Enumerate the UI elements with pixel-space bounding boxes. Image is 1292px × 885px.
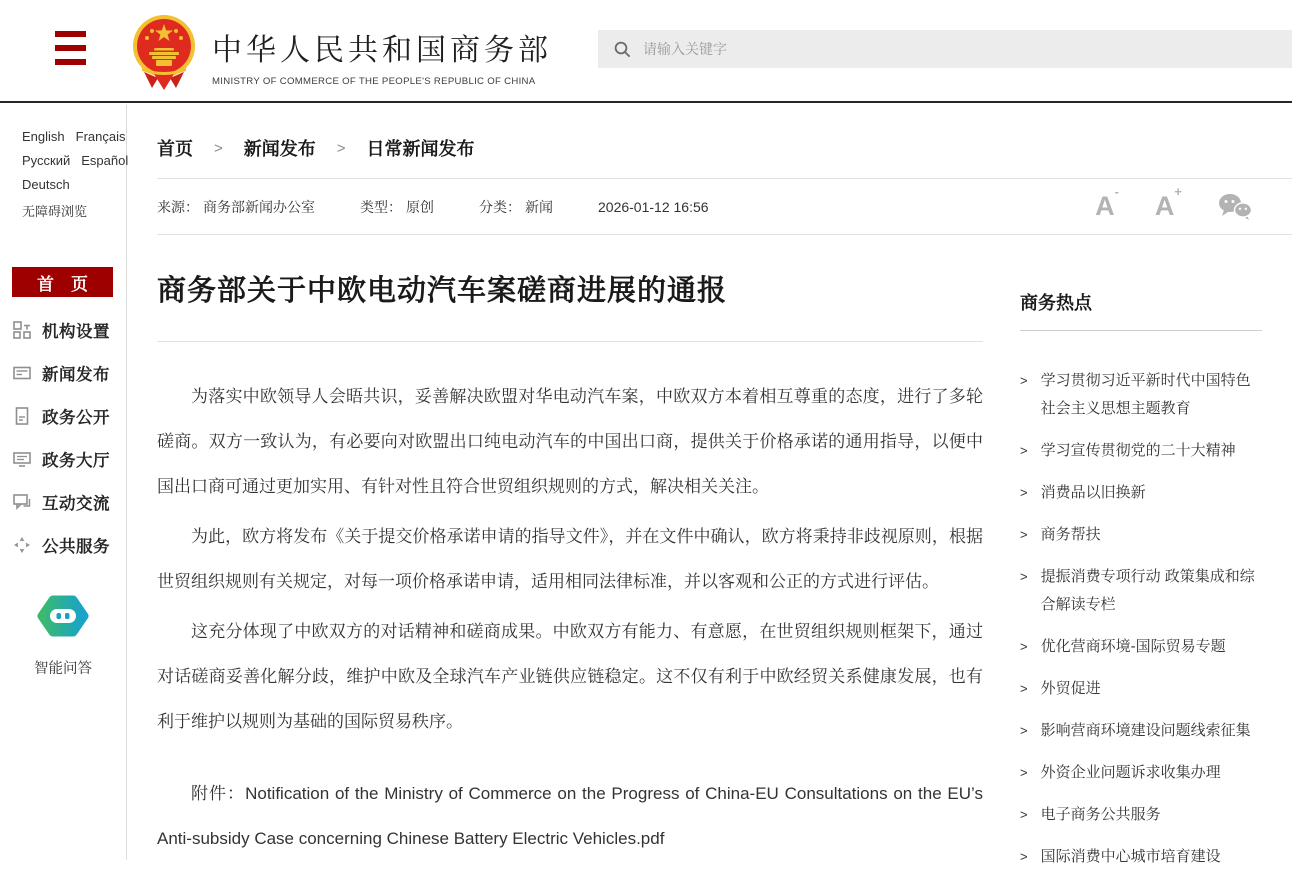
sidebar-nav (0, 308, 126, 566)
national-emblem-logo (132, 12, 196, 90)
chevron-right-icon: > (1020, 373, 1028, 388)
font-smaller-button[interactable]: A- (1095, 184, 1119, 221)
search-icon (614, 41, 631, 58)
chat-icon (13, 493, 31, 511)
article-paragraph: 为此，欧方将发布《关于提交价格承诺申请的指导文件》，并在文件中确认，欧方将秉持非歧视原则，根据世贸组织规则有关规定，对每一项价格承诺申请，适用相同法律标准，并以客观和公正的方式进行评估。 (157, 527, 983, 591)
newspaper-icon (13, 364, 31, 382)
sidebar-item-label: 政务大厅 (42, 451, 110, 470)
left-sidebar (0, 105, 127, 860)
article-paragraph: 这充分体现了中欧双方的对话精神和磋商成果。中欧双方有能力、有意愿，在世贸组织规则框架下，通过对话磋商妥善化解分歧，维护中欧及全球汽车产业链供应链稳定。这不仅有利于中欧经贸关系健康发展，也有利于维护以规则为基础的国际贸易秩序。 (157, 622, 983, 731)
site-subtitle: MINISTRY OF COMMERCE OF THE PEOPLE'S REPUBLIC OF CHINA (212, 76, 536, 87)
article-paragraph: 为落实中欧领导人会晤共识，妥善解决欧盟对华电动汽车案，中欧双方本着相互尊重的态度，进行了多轮磋商。双方一致认为，有必要向对欧盟出口纯电动汽车的中国出口商，提供关于价格承诺的通用指导，以便中国出口商可通过更加实用、有针对性且符合世贸组织规则的方式，解决相关关注。 (157, 387, 983, 496)
hot-topic-item[interactable]: > 电子商务公共服务 (1020, 801, 1262, 829)
hot-topics-list (1020, 367, 1262, 871)
sidebar-item-label: 互动交流 (42, 494, 110, 513)
hot-topic-item[interactable]: > 优化营商环境-国际贸易专题 (1020, 633, 1262, 661)
divider (1020, 330, 1262, 331)
org-grid-icon (13, 321, 31, 339)
service-icon (13, 536, 31, 554)
hot-topic-item[interactable]: > 国际消费中心城市培育建设 (1020, 843, 1262, 871)
chevron-right-icon: > (1020, 723, 1028, 738)
meta-fields (157, 197, 598, 217)
hot-topic-item[interactable]: > 外贸促进 (1020, 675, 1262, 703)
breadcrumb-separator: > (336, 139, 346, 157)
article-body (157, 345, 983, 866)
sidebar-item-org-grid[interactable] (0, 308, 126, 351)
hot-topic-item[interactable]: > 提振消费专项行动 政策集成和综合解读专栏 (1020, 563, 1262, 619)
meta-field: 来源： 商务部新闻办公室 (157, 198, 315, 215)
language-link[interactable]: Français (75, 129, 126, 144)
hot-topics-title: 商务热点 (1020, 293, 1092, 313)
divider (157, 341, 983, 342)
breadcrumb-item[interactable]: 新闻发布 (243, 139, 316, 159)
sidebar-item-document[interactable] (0, 394, 126, 437)
sidebar-item-label: 公共服务 (42, 537, 110, 556)
site-title: 中华人民共和国商务部 (212, 34, 552, 67)
monitor-icon (13, 450, 31, 468)
attachment-link[interactable]: 附件：Notification of the Ministry of Commerce on the Progress of China-EU Consultations on the EU’s Anti-subsidy Case concerning Chinese Battery Electric Vehicles.pdf (157, 784, 983, 848)
hot-topic-item[interactable]: > 外资企业问题诉求收集办理 (1020, 759, 1262, 787)
language-link[interactable]: Español (81, 153, 129, 168)
hot-topic-item[interactable]: > 影响营商环境建设问题线索征集 (1020, 717, 1262, 745)
hot-topic-item[interactable]: > 消费品以旧换新 (1020, 479, 1262, 507)
chevron-right-icon: > (1020, 569, 1028, 584)
article-paragraphs (157, 374, 983, 744)
hot-topic-item[interactable]: > 学习宣传贯彻党的二十大精神 (1020, 437, 1262, 465)
language-link[interactable]: Русский (22, 153, 71, 168)
meta-field: 类型： 原创 (360, 198, 434, 215)
language-link[interactable]: Deutsch (22, 177, 70, 192)
hot-topic-item[interactable]: > 商务帮扶 (1020, 521, 1262, 549)
publish-datetime: 2026-01-12 16:56 (598, 198, 709, 215)
menu-hamburger-icon[interactable] (55, 31, 86, 65)
header (0, 0, 1292, 103)
sidebar-item-label: 新闻发布 (42, 365, 110, 384)
sidebar-item-monitor[interactable] (0, 437, 126, 480)
article-title: 商务部关于中欧电动汽车案磋商进展的通报 (157, 275, 728, 307)
sidebar-item-label: 机构设置 (42, 322, 110, 341)
chevron-right-icon: > (1020, 527, 1028, 542)
sidebar-item-home[interactable]: 首 页 (12, 267, 113, 297)
search-box[interactable] (598, 30, 1292, 68)
search-input[interactable] (643, 41, 1278, 57)
sidebar-item-label: 政务公开 (42, 408, 110, 427)
robot-qa-icon (34, 593, 92, 639)
chevron-right-icon: > (1020, 849, 1028, 864)
breadcrumb-item[interactable]: 日常新闻发布 (366, 139, 475, 159)
document-icon (13, 407, 31, 425)
smart-qa-label: 智能问答 (34, 661, 92, 677)
smart-qa-button[interactable] (0, 593, 126, 678)
breadcrumb-item[interactable]: 首页 (157, 139, 193, 159)
chevron-right-icon: > (1020, 485, 1028, 500)
sidebar-item-chat[interactable] (0, 480, 126, 523)
font-larger-button[interactable]: A+ (1154, 184, 1182, 221)
chevron-right-icon: > (1020, 443, 1028, 458)
chevron-right-icon: > (1020, 639, 1028, 654)
meta-field: 分类： 新闻 (479, 198, 553, 215)
sidebar-item-newspaper[interactable] (0, 351, 126, 394)
chevron-right-icon: > (1020, 681, 1028, 696)
chevron-right-icon: > (1020, 765, 1028, 780)
language-link[interactable]: 无障碍浏览 (22, 204, 88, 219)
language-bar (0, 105, 129, 220)
sidebar-item-service[interactable] (0, 523, 126, 566)
breadcrumb-separator: > (214, 139, 223, 157)
language-link[interactable]: English (22, 129, 65, 144)
site-logo-text[interactable] (212, 25, 552, 87)
chevron-right-icon: > (1020, 807, 1028, 822)
hot-topic-item[interactable]: > 学习贯彻习近平新时代中国特色社会主义思想主题教育 (1020, 367, 1262, 423)
hot-topics-panel (1020, 105, 1262, 885)
